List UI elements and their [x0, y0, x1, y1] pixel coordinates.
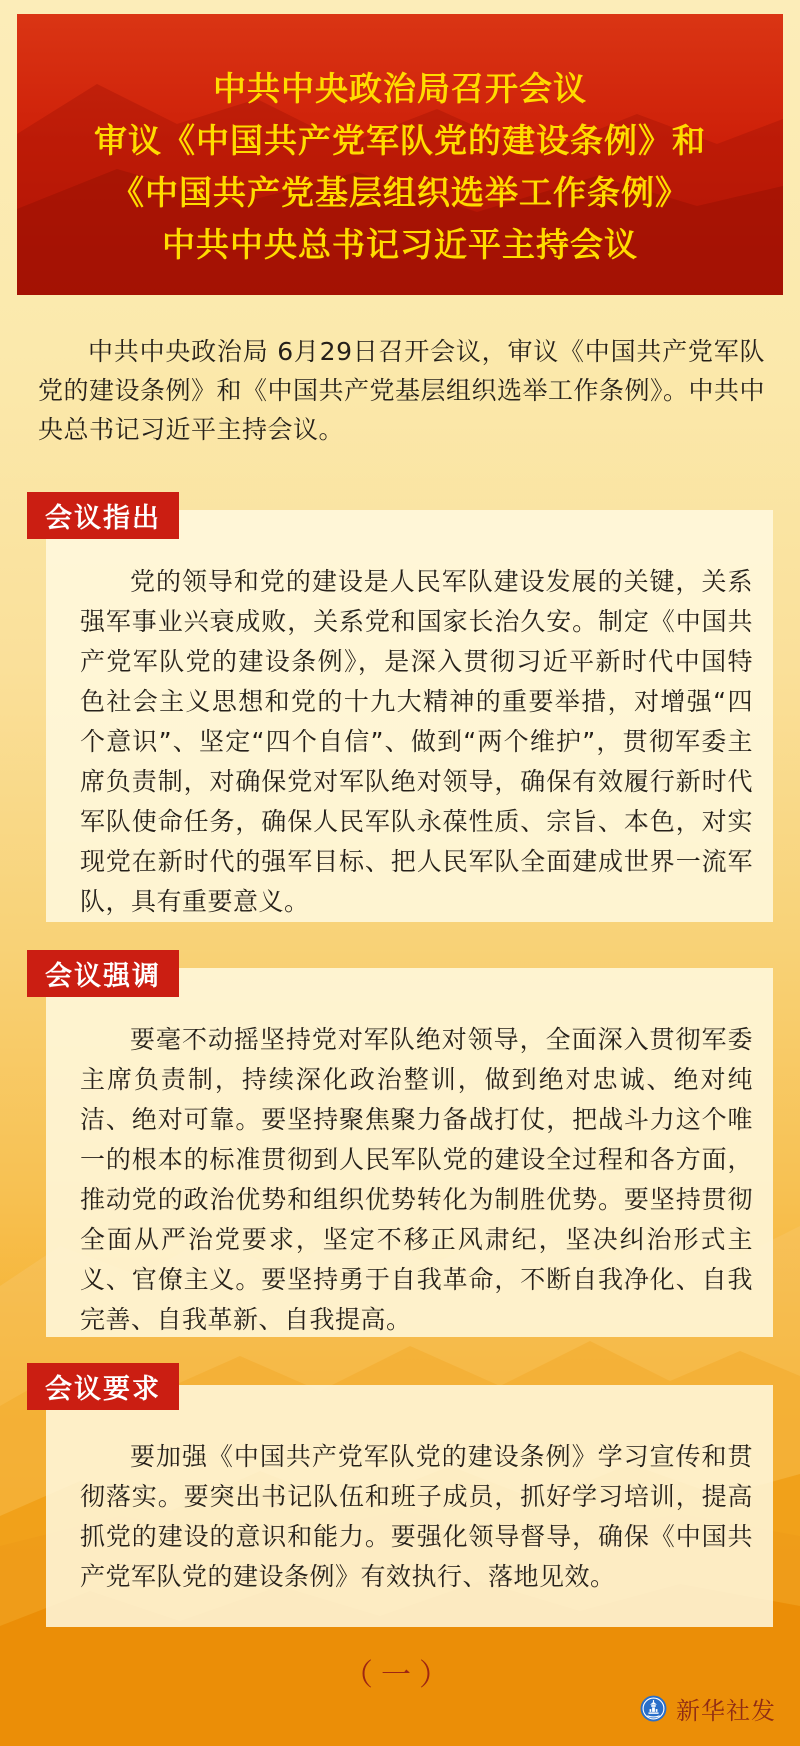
xinhua-emblem-icon	[640, 1695, 667, 1722]
section-body-huiyi-yaoqiu: 要加强《中国共产党军队党的建设条例》学习宣传和贯彻落实。要突出书记队伍和班子成员，抓好学习培训，提高抓党的建设的意识和能力。要强化领导督导，确保《中国共产党军队党的建设条例》有效执行、落地见效。	[80, 1442, 753, 1591]
banner-title-block	[17, 14, 783, 271]
section-badge-huiyi-qiangdiao: 会议强调	[27, 950, 179, 997]
section-badge-huiyi-yaoqiu: 会议要求	[27, 1363, 179, 1410]
intro-paragraph: 中共中央政治局 6月29日召开会议，审议《中国共产党军队党的建设条例》和《中国共产党基层组织选举工作条例》。中共中央总书记习近平主持会议。	[38, 337, 766, 444]
credit-text: 新华社发	[676, 1697, 776, 1725]
banner-title-line-4: 中共中央总书记习近平主持会议	[162, 225, 638, 264]
headline-banner	[17, 14, 783, 295]
credit-line	[640, 1691, 776, 1726]
page-number-indicator: （一）	[343, 1658, 457, 1693]
section-badge-huiyi-zhichu: 会议指出	[27, 492, 179, 539]
section-body-huiyi-qiangdiao: 要毫不动摇坚持党对军队绝对领导，全面深入贯彻军委主席负责制，持续深化政治整训，做到绝对忠诚、绝对纯洁、绝对可靠。要坚持聚焦聚力备战打仗，把战斗力这个唯一的根本的标准贯彻到人民军队党的建设全过程和各方面，推动党的政治优势和组织优势转化为制胜优势。要坚持贯彻全面从严治党要求，坚定不移正风肃纪，坚决纠治形式主义、官僚主义。要坚持勇于自我革命，不断自我净化、自我完善、自我革新、自我提高。	[80, 1025, 753, 1334]
banner-title-line-3: 《中国共产党基层组织选举工作条例》	[111, 173, 689, 212]
section-card-huiyi-yaoqiu	[46, 1385, 773, 1627]
section-body-huiyi-zhichu: 党的领导和党的建设是人民军队建设发展的关键，关系强军事业兴衰成败，关系党和国家长治久安。制定《中国共产党军队党的建设条例》，是深入贯彻习近平新时代中国特色社会主义思想和党的十九大精神的重要举措，对增强“四个意识”、坚定“四个自信”、做到“两个维护”，贯彻军委主席负责制，对确保党对军队绝对领导，确保有效履行新时代军队使命任务，确保人民军队永葆性质、宗旨、本色，对实现党在新时代的强军目标、把人民军队全面建成世界一流军队，具有重要意义。	[80, 567, 753, 916]
banner-title-line-1: 中共中央政治局召开会议	[213, 69, 587, 108]
section-card-huiyi-zhichu	[46, 510, 773, 922]
banner-title-line-2: 审议《中国共产党军队党的建设条例》和	[94, 121, 706, 160]
section-card-huiyi-qiangdiao	[46, 968, 773, 1337]
